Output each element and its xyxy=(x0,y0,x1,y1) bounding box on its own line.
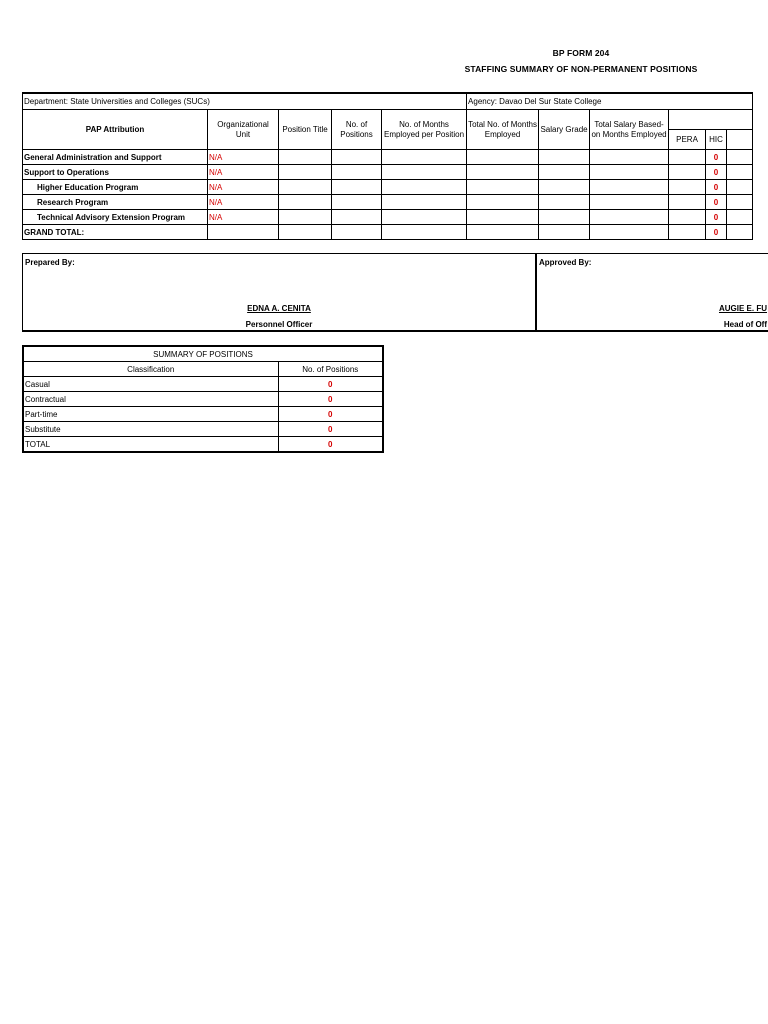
col-salary-grade: Salary Grade xyxy=(539,110,590,150)
department-cell: Department: State Universities and Colleges (SUCs) xyxy=(23,93,467,110)
col-total-salary: Total Salary Based-on Months Employed xyxy=(590,110,669,150)
approved-by-box xyxy=(536,253,768,332)
col-organizational-unit: Organizational Unit xyxy=(208,110,279,150)
agency-cell: Agency: Davao Del Sur State College xyxy=(467,93,753,110)
org-unit-value: N/A xyxy=(208,150,279,165)
row-label: Support to Operations xyxy=(23,165,208,180)
hic-value: 0 xyxy=(706,150,727,165)
summary-col-count: No. of Positions xyxy=(278,362,383,377)
hic-value: 0 xyxy=(706,225,727,240)
summary-row xyxy=(23,377,383,392)
org-unit-value xyxy=(208,225,279,240)
summary-row-count: 0 xyxy=(278,392,383,407)
summary-row-count: 0 xyxy=(278,422,383,437)
summary-title: SUMMARY OF POSITIONS xyxy=(23,346,383,362)
row-label: Technical Advisory Extension Program xyxy=(23,210,208,225)
prepared-by-name: EDNA A. CENITA xyxy=(247,304,311,313)
summary-of-positions-table xyxy=(22,345,384,453)
table-row xyxy=(23,150,753,165)
form-title: STAFFING SUMMARY OF NON-PERMANENT POSITIONS xyxy=(464,64,698,74)
table-row xyxy=(23,195,753,210)
summary-total-count: 0 xyxy=(278,437,383,453)
summary-total-row xyxy=(23,437,383,453)
hic-value: 0 xyxy=(706,195,727,210)
approved-by-position: Head of Off xyxy=(723,320,767,329)
summary-row-count: 0 xyxy=(278,407,383,422)
summary-row xyxy=(23,422,383,437)
staffing-table xyxy=(22,92,753,240)
col-group-header xyxy=(669,110,753,130)
signature-section xyxy=(22,253,768,331)
org-unit-value: N/A xyxy=(208,165,279,180)
row-label: Research Program xyxy=(23,195,208,210)
prepared-by-label: Prepared By: xyxy=(25,258,75,267)
row-label: General Administration and Support xyxy=(23,150,208,165)
summary-row-count: 0 xyxy=(278,377,383,392)
table-row xyxy=(23,165,753,180)
approved-by-label: Approved By: xyxy=(539,258,592,267)
col-hic: HIC xyxy=(706,130,727,150)
summary-row xyxy=(23,392,383,407)
prepared-by-box xyxy=(22,253,536,332)
col-pap-attribution: PAP Attribution xyxy=(23,110,208,150)
org-unit-value: N/A xyxy=(208,210,279,225)
hic-value: 0 xyxy=(706,180,727,195)
row-label: Higher Education Program xyxy=(23,180,208,195)
col-total-months: Total No. of Months Employed xyxy=(467,110,539,150)
col-pera: PERA xyxy=(669,130,706,150)
summary-row-label: Part-time xyxy=(23,407,278,422)
table-row xyxy=(23,180,753,195)
summary-row-label: Casual xyxy=(23,377,278,392)
summary-row-label: Contractual xyxy=(23,392,278,407)
hic-value: 0 xyxy=(706,165,727,180)
summary-total-label: TOTAL xyxy=(23,437,278,453)
col-months-per-position: No. of Months Employed per Position xyxy=(382,110,467,150)
approved-by-name: AUGIE E. FU xyxy=(718,304,767,313)
form-number: BP FORM 204 xyxy=(552,48,610,58)
org-unit-value: N/A xyxy=(208,180,279,195)
summary-row-label: Substitute xyxy=(23,422,278,437)
grand-total-label: GRAND TOTAL: xyxy=(23,225,208,240)
grand-total-row xyxy=(23,225,753,240)
col-no-of-positions: No. of Positions xyxy=(332,110,382,150)
summary-row xyxy=(23,407,383,422)
table-row xyxy=(23,210,753,225)
summary-col-classification: Classification xyxy=(23,362,278,377)
hic-value: 0 xyxy=(706,210,727,225)
col-overflow xyxy=(727,130,753,150)
col-position-title: Position Title xyxy=(279,110,332,150)
prepared-by-position: Personnel Officer xyxy=(245,320,313,329)
org-unit-value: N/A xyxy=(208,195,279,210)
